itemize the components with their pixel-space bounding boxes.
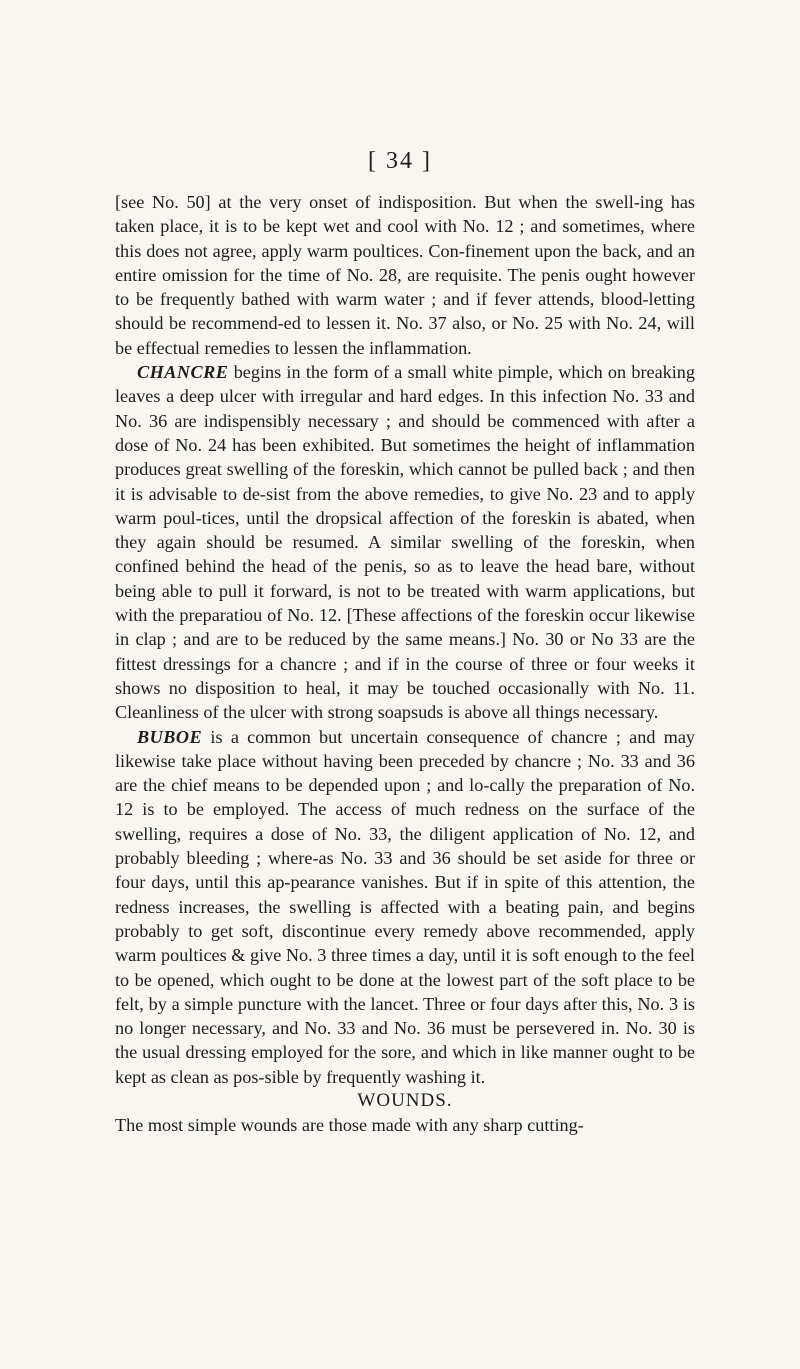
page-number: [ 34 ] (368, 148, 432, 174)
paragraph-clap-continuation: [see No. 50] at the very onset of indisposition. But when the swell-ing has taken place, it is to be kept wet and cool with No. 12 ; and sometimes, where this does not agree, apply warm poultices. Con-finement upon the back, and an entire omission for the time of No. 28, are requisite. The penis ought however to be frequently bathed with warm water ; and if fever attends, blood-letting should be recommend-ed to lessen it. No. 37 also, or No. 25 with No. 24, will be effectual remedies to lessen the inflammation. (115, 192, 695, 358)
chancre-heading: CHANCRE (137, 362, 229, 383)
buboe-text: is a common but uncertain consequence of chancre ; and may likewise take place without having been preceded by chancre ; No. 33 and 36 are the chief means to be depended upon ; and lo-cally the preparation of No. 12 is to be employed. The access of much redness on the surface of the swelling, requires a dose of No. 33, the diligent application of No. 12, and probably bleeding ; where-as No. 33 and 36 should be set aside for three or four days, until this ap-pearance vanishes. But if in spite of this attention, the redness increases, the swelling is affected with a beating pain, and begins probably to get soft, discontinue every remedy above recommended, apply warm poultices & give No. 3 three times a day, until it is soft enough to the feel to be opened, which ought to be done at the lowest part of the soft place to be felt, by a simple puncture with the lancet. Three or four days after this, No. 3 is no longer necessary, and No. 33 and No. 36 must be persevered in. No. 30 is the usual dressing employed for the sore, and which in like manner ought to be kept as clean as pos-sible by frequently washing it. (115, 726, 695, 1087)
chancre-text: begins in the form of a small white pimple, which on breaking leaves a deep ulcer with irregular and hard edges. In this infection No. 33 and No. 36 are indispensibly necessary ; and should be commenced with after a dose of No. 24 has been exhibited. But sometimes the height of inflammation produces great swelling of the foreskin, which cannot be pulled back ; and then it is advisable to de-sist from the above remedies, to give No. 23 and to apply warm poul-tices, until the dropsical affection of the foreskin is abated, when they again should be resumed. A similar swelling of the foreskin, when confined behind the head of the penis, so as to leave the head bare, without being able to pull it forward, is not to be treated with warm applications, but with the preparatiou of No. 12. [These affections of the foreskin occur likewise in clap ; and are to be reduced by the same means.] No. 30 or No 33 are the fittest dressings for a chancre ; and if in the course of three or four weeks it shows no disposition to heal, it may be touched occasionally with No. 11. Cleanliness of the ulcer with strong soapsuds is above all things necessary. (115, 362, 695, 723)
paragraph-buboe (115, 725, 695, 1089)
text-body (115, 190, 695, 1137)
paragraph-chancre (115, 360, 695, 724)
paragraph-wounds-start: The most simple wounds are those made with any sharp cutting- (115, 1114, 584, 1135)
buboe-heading: BUBOE (137, 726, 203, 747)
section-heading-wounds: WOUNDS. (357, 1089, 453, 1111)
